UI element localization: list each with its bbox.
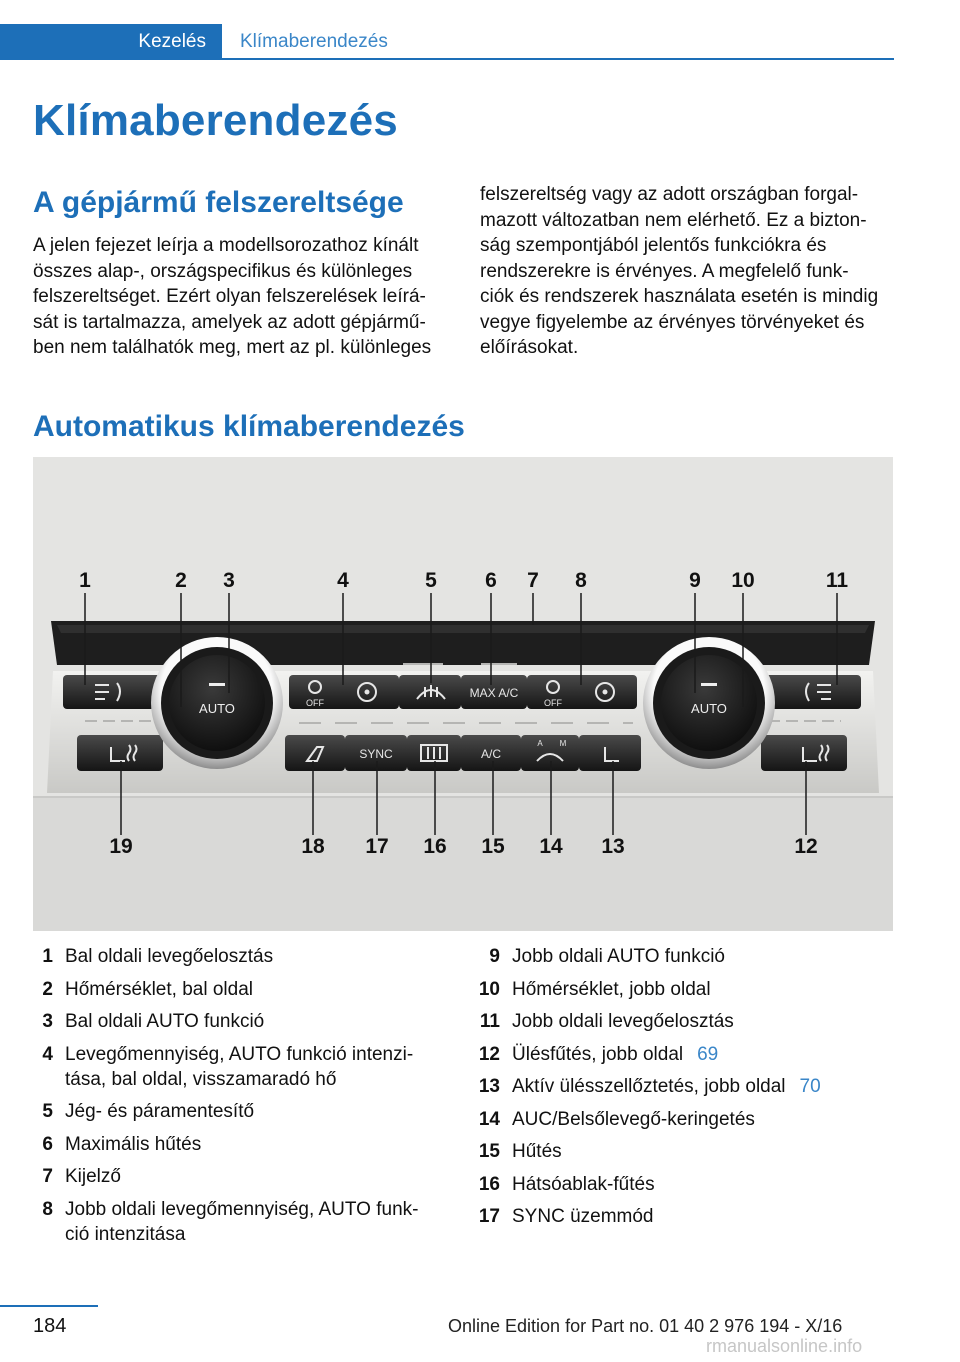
page-reference-link[interactable]: 70 <box>799 1076 821 1097</box>
item-text: tása, bal oldal, visszamaradó hő <box>65 1068 337 1090</box>
list-item <box>468 1074 898 1099</box>
item-number: 17 <box>478 1206 500 1227</box>
list-item <box>468 1139 898 1164</box>
equipment-heading: A gépjármű felszereltsége <box>33 186 404 219</box>
callout-number: 3 <box>223 569 235 592</box>
item-number: 11 <box>479 1011 500 1032</box>
ac-label: A/C <box>480 747 502 761</box>
left-temperature-knob <box>151 637 283 769</box>
text-line: felszereltség vagy az adott országban forgal- <box>480 184 859 205</box>
item-number: 5 <box>42 1101 53 1122</box>
item-text: Hátsóablak-fűtés <box>512 1173 655 1195</box>
list-item <box>21 1009 453 1034</box>
footer-edition: Online Edition for Part no. 01 40 2 976 194 - X/16 <box>448 1316 843 1336</box>
item-text: Hűtés <box>512 1141 562 1162</box>
item-text: Jobb oldali AUTO funkció <box>512 946 725 967</box>
list-item <box>21 1197 453 1247</box>
list-item <box>468 944 898 969</box>
item-number: 10 <box>478 978 500 1000</box>
list-item <box>21 1099 453 1124</box>
item-number: 4 <box>42 1043 53 1065</box>
item-text: Jobb oldali levegőelosztás <box>512 1011 734 1032</box>
callout-number: 12 <box>794 835 818 858</box>
text-line: előírásokat. <box>480 337 579 358</box>
item-number: 1 <box>42 946 53 967</box>
item-number: 16 <box>478 1173 500 1195</box>
callout-number: 11 <box>825 569 849 592</box>
item-number: 13 <box>478 1076 500 1097</box>
callout-number: 7 <box>527 569 539 592</box>
item-number: 15 <box>478 1141 500 1162</box>
item-text: Kijelző <box>65 1166 121 1187</box>
list-item <box>468 977 898 1002</box>
item-text: Jobb oldali levegőmennyiség, AUTO funk- <box>65 1198 419 1220</box>
list-item <box>468 1042 898 1067</box>
text-line: ság szempontjából jelentős funkciókra és <box>480 235 827 256</box>
list-item <box>21 977 453 1002</box>
climate-panel-illustration <box>33 457 893 931</box>
text-line: mazott változatban nem elérhető. Ez a bizton- <box>480 209 867 231</box>
legend-right <box>468 944 898 1237</box>
svg-text:M: M <box>559 739 567 748</box>
callout-number: 6 <box>485 569 497 592</box>
text-line: ciók és rendszerek használata esetén is mindig <box>480 286 879 307</box>
item-text: AUC/Belsőlevegő-keringetés <box>512 1108 755 1130</box>
equipment-text-col2 <box>480 182 900 361</box>
equipment-text-col1 <box>33 233 453 361</box>
svg-text:OFF: OFF <box>306 698 324 708</box>
watermark: rmanualsonline.info <box>706 1336 863 1356</box>
text-line: összes alap-, országspecifikus és különleges <box>33 260 413 282</box>
callout-number: 13 <box>601 835 625 858</box>
header-bar <box>0 24 894 60</box>
knob-label: AUTO <box>199 701 235 716</box>
auto-climate-heading: Automatikus klímaberendezés <box>33 410 465 443</box>
list-item <box>21 1164 453 1189</box>
item-number: 14 <box>478 1108 500 1130</box>
item-text: SYNC üzemmód <box>512 1206 654 1227</box>
list-item <box>21 1042 453 1092</box>
callout-number: 5 <box>425 569 437 592</box>
page-number: 184 <box>33 1315 67 1337</box>
svg-text:OFF: OFF <box>544 698 562 708</box>
knob-label: AUTO <box>691 701 727 716</box>
list-item <box>21 1132 453 1157</box>
list-item <box>468 1172 898 1197</box>
item-number: 3 <box>42 1011 53 1032</box>
page-reference-link[interactable]: 69 <box>697 1043 719 1065</box>
page-title: Klímaberendezés <box>33 96 398 145</box>
legend-left <box>21 944 453 1254</box>
text-line: sát is tartalmazza, amelyek az adott gépjármű- <box>33 311 426 333</box>
list-item <box>468 1009 898 1034</box>
callout-number: 2 <box>175 569 187 592</box>
item-text: ció intenzitása <box>65 1223 186 1245</box>
callout-number: 16 <box>423 835 447 858</box>
callout-number: 10 <box>731 569 755 592</box>
item-text: Ülésfűtés, jobb oldal <box>512 1043 684 1065</box>
callout-number: 8 <box>575 569 587 592</box>
climate-panel-figure <box>33 457 893 931</box>
svg-text:A: A <box>537 739 543 748</box>
item-text: Aktív ülésszellőztetés, jobb oldal <box>512 1076 786 1097</box>
item-number: 7 <box>42 1166 53 1187</box>
item-text: Levegőmennyiség, AUTO funkció intenzi- <box>65 1043 414 1065</box>
text-line: A jelen fejezet leírja a modellsorozathoz kínált <box>33 235 419 256</box>
text-line: ben nem találhatók meg, mert az pl. különleges <box>33 337 432 358</box>
callout-number: 14 <box>539 835 563 858</box>
header-rule <box>222 58 894 60</box>
callout-number: 4 <box>337 569 349 592</box>
item-text: Bal oldali AUTO funkció <box>65 1011 265 1032</box>
callout-number: 15 <box>481 835 505 858</box>
callout-number: 1 <box>79 569 91 592</box>
item-text: Maximális hűtés <box>65 1133 202 1155</box>
right-temperature-knob <box>643 637 775 769</box>
text-line: vegye figyelembe az érvényes törvényeket és <box>480 311 865 333</box>
footer-rule <box>0 1305 98 1307</box>
section-tab[interactable]: Kezelés <box>0 24 222 60</box>
item-number: 2 <box>42 978 53 1000</box>
item-text: Hőmérséklet, jobb oldal <box>512 978 711 1000</box>
callout-number: 19 <box>109 835 133 858</box>
sync-label: SYNC <box>359 747 393 761</box>
max-ac-label: MAX A/C <box>469 686 519 700</box>
item-number: 8 <box>42 1198 53 1220</box>
callout-number: 9 <box>689 569 701 592</box>
item-number: 6 <box>42 1133 53 1155</box>
item-number: 12 <box>478 1043 500 1065</box>
chapter-tab[interactable]: Klímaberendezés <box>240 31 388 52</box>
list-item <box>21 944 453 969</box>
callout-number: 17 <box>365 835 389 858</box>
item-number: 9 <box>489 946 500 967</box>
item-text: Jég- és páramentesítő <box>65 1101 255 1122</box>
list-item <box>468 1107 898 1132</box>
item-text: Hőmérséklet, bal oldal <box>65 978 253 1000</box>
item-text: Bal oldali levegőelosztás <box>65 946 274 967</box>
text-line: felszereltséget. Ezért olyan felszerelések leírá- <box>33 286 426 307</box>
callout-number: 18 <box>301 835 325 858</box>
text-line: rendszerekre is érvényes. A megfelelő funk- <box>480 260 849 282</box>
list-item <box>468 1204 898 1229</box>
